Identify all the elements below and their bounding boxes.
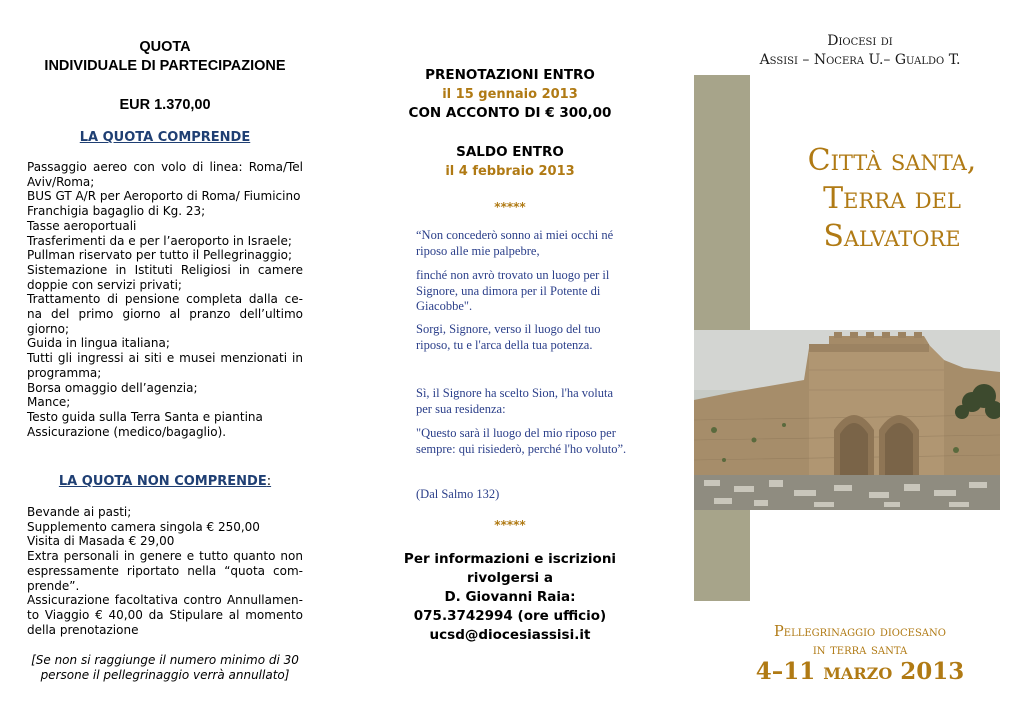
list-item: Passaggio aereo con volo di linea: Roma/Tel Aviv/Roma; (27, 160, 303, 189)
cover-title-line2: Terra del (823, 181, 961, 216)
includes-list (27, 160, 303, 439)
list-item: Sistemazione in Istituti Religiosi in camere doppie con servizi privati; (27, 262, 303, 292)
pilgrimage-line2: in terra santa (812, 642, 908, 658)
list-item: Franchigia bagaglio di Kg. 23; (27, 204, 206, 219)
quota-title (25, 38, 305, 76)
excludes-list (27, 505, 303, 637)
contact-line: rivolgersi a (467, 570, 553, 586)
diocese-line2: Assisi – Nocera U.– Gualdo T. (759, 52, 961, 68)
column-booking (390, 0, 630, 724)
price: EUR 1.370,00 (119, 97, 211, 113)
diocese (720, 32, 1000, 70)
separator-stars: ***** (494, 200, 526, 214)
column-cover (690, 0, 1024, 724)
list-item: Extra personali in genere e tutto quanto non espressamente riportato nella “quota com-prende”. (27, 549, 303, 593)
list-item: Assicurazione facoltativa contro Annullamen-to Viaggio € 40,00 da Stipulare al momento della prenotazione (27, 593, 303, 637)
decorative-bar-bottom (694, 510, 750, 601)
list-item: Tasse aeroportuali (27, 218, 137, 233)
includes-title: LA QUOTA COMPRENDE (79, 130, 251, 145)
list-item: Trasferimenti da e per l’aeroporto in Israele; (27, 233, 292, 248)
list-item: Trattamento di pensione completa dalla ce-na del primo giorno al pranzo dell’ultimo giorno; (27, 292, 303, 336)
jerusalem-walls-photo (694, 330, 1000, 510)
excludes-title-colon: : (266, 474, 272, 489)
quota-title-line1: QUOTA (139, 39, 191, 55)
quota-title-line2: INDIVIDUALE DI PARTECIPAZIONE (44, 58, 286, 74)
psalm-verse: Sorgi, Signore, verso il luogo del tuo riposo, tu e l'arca della tua potenza. (416, 322, 601, 352)
list-item: BUS GT A/R per Aeroporto di Roma/ Fiumicino (27, 189, 301, 204)
contact-info (380, 550, 640, 645)
psalm-verse: Sì, il Signore ha scelto Sion, l'ha voluta per sua residenza: (416, 386, 614, 416)
list-item: Bevande ai pasti; (27, 505, 132, 519)
decorative-bar-top (694, 75, 750, 330)
list-item: Guida in lingua italiana; (27, 336, 170, 351)
contact-name: D. Giovanni Raia: (444, 589, 576, 605)
contact-phone: 075.3742994 (ore ufficio) (413, 608, 607, 624)
cover-title-line3: Salvatore (823, 219, 961, 254)
psalm-verse: “Non concederò sonno ai miei occhi né riposo alle mie palpebre, (416, 228, 614, 258)
list-item: Tutti gli ingressi ai siti e musei menzionati in programma; (27, 351, 303, 380)
separator-stars: ***** (494, 518, 526, 532)
list-item: Supplemento camera singola € 250,00 (27, 519, 260, 534)
excludes-title (25, 474, 305, 489)
pilgrimage-label (720, 623, 1000, 659)
pilgrimage-line1: Pellegrinaggio diocesano (774, 624, 946, 640)
psalm-verse: finché non avrò trovato un luogo per il Signore, una dimora per il Potente di Giacobbe". (416, 268, 610, 313)
balance-label: SALDO ENTRO (456, 144, 564, 160)
diocese-line1: Diocesi di (827, 33, 893, 49)
contact-line: Per informazioni e iscrizioni (403, 551, 617, 567)
contact-email: ucsd@diocesiassisi.it (429, 627, 591, 643)
column-pricing (25, 0, 305, 724)
booking-date: il 15 gennaio 2013 (442, 87, 578, 102)
list-item: Testo guida sulla Terra Santa e piantina (27, 409, 263, 424)
balance-date: il 4 febbraio 2013 (445, 164, 575, 179)
list-item: Borsa omaggio dell’agenzia; (27, 380, 198, 395)
list-item: Visita di Masada € 29,00 (27, 534, 175, 549)
cancellation-note: [Se non si raggiunge il numero minimo di 30 persone il pellegrinaggio verrà annullato] (31, 653, 299, 682)
list-item: Assicurazione (medico/bagaglio). (27, 424, 227, 439)
deposit: CON ACCONTO DI € 300,00 (408, 105, 612, 121)
list-item: Mance; (27, 395, 71, 410)
psalm-source: (Dal Salmo 132) (416, 487, 500, 501)
cover-title (760, 142, 1024, 256)
trip-dates: 4–11 marzo 2013 (755, 658, 965, 685)
excludes-title-text: LA QUOTA NON COMPRENDE (58, 474, 267, 489)
cover-title-line1: Città santa, (807, 143, 977, 178)
psalm-verse: "Questo sarà il luogo del mio riposo per sempre: qui risiederò, perché l'ho voluto”. (416, 426, 627, 456)
list-item: Pullman riservato per tutto il Pellegrinaggio; (27, 248, 293, 263)
booking-label: PRENOTAZIONI ENTRO (425, 67, 595, 83)
